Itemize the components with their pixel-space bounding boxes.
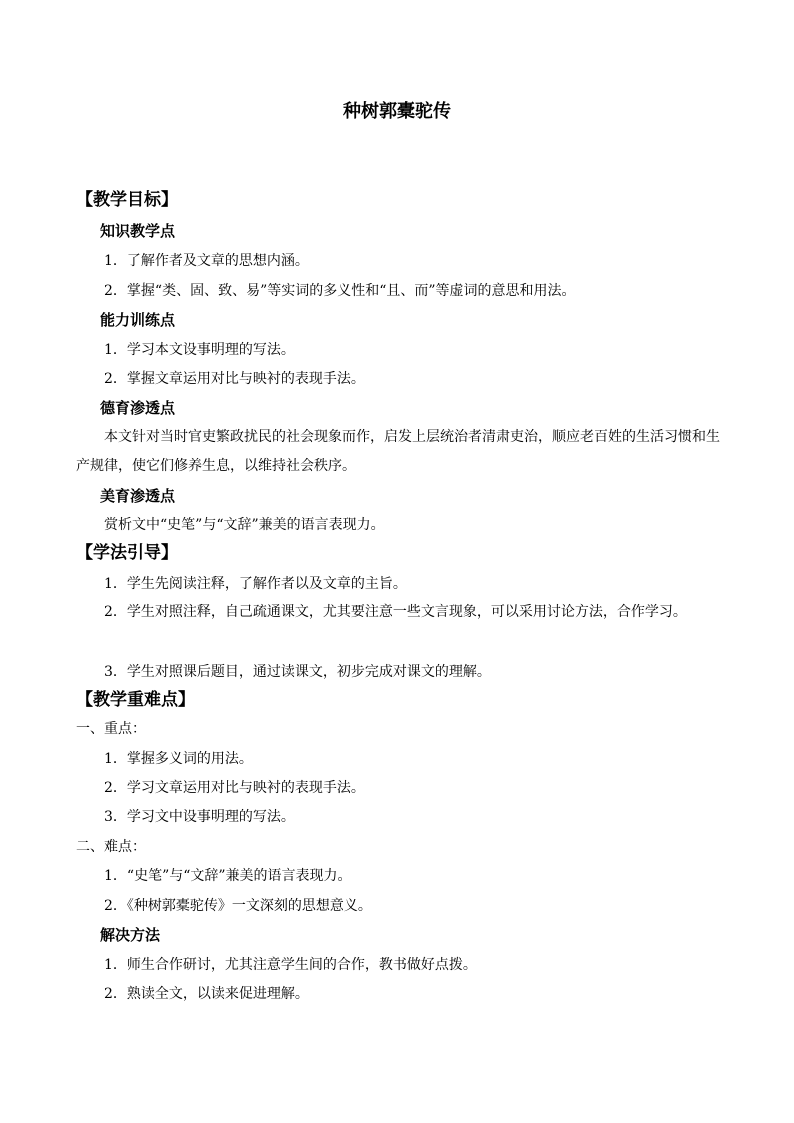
list-item: 3．学生对照课后题目，通过读课文，初步完成对课文的理解。 bbox=[104, 664, 491, 680]
list-item: 2．《种树郭橐驼传》一文深刻的思想意义。 bbox=[104, 898, 372, 914]
heading-key-difficult: 【教学重难点】 bbox=[76, 690, 195, 710]
list-item: 1．掌握多义词的用法。 bbox=[104, 751, 253, 767]
subheading-key: 一、重点： bbox=[76, 721, 146, 737]
list-item: 1．师生合作研讨，尤其注意学生间的合作，教书做好点拨。 bbox=[104, 957, 477, 973]
paragraph-moral: 本文针对当时官吏繁政扰民的社会现象而作，启发上层统治者清肃吏治，顺应老百姓的生活习惯和生产规律，使它们修养生息，以维持社会秩序。 bbox=[76, 429, 720, 474]
subheading-aesthetic: 美育渗透点 bbox=[100, 487, 176, 505]
list-item: 2．掌握文章运用对比与映衬的表现手法。 bbox=[104, 371, 365, 387]
heading-teaching-goals: 【教学目标】 bbox=[76, 190, 178, 210]
list-item: 2．熟读全文，以读来促进理解。 bbox=[104, 986, 309, 1002]
list-item: 3．学习文中设事明理的写法。 bbox=[104, 809, 295, 825]
list-item: 1．了解作者及文章的思想内涵。 bbox=[104, 253, 309, 269]
subheading-difficult: 二、难点： bbox=[76, 839, 146, 855]
subheading-knowledge: 知识教学点 bbox=[100, 222, 176, 240]
paragraph-aesthetic: 赏析文中“史笔”与“文辞”兼美的语言表现力。 bbox=[104, 517, 385, 533]
list-item: 2．学生对照注释，自己疏通课文，尤其要注意一些文言现象，可以采用讨论方法，合作学习。 bbox=[104, 604, 687, 620]
list-item: 1．学习本文设事明理的写法。 bbox=[104, 342, 295, 358]
list-item: 1．“史笔”与“文辞”兼美的语言表现力。 bbox=[104, 868, 352, 884]
subheading-solution: 解决方法 bbox=[100, 926, 161, 944]
subheading-ability: 能力训练点 bbox=[100, 311, 176, 329]
subheading-moral: 德育渗透点 bbox=[100, 399, 176, 417]
list-item: 2．学习文章运用对比与映衬的表现手法。 bbox=[104, 780, 365, 796]
heading-study-method: 【学法引导】 bbox=[76, 543, 178, 563]
list-item: 2．掌握“类、固、致、易”等实词的多义性和“且、而”等虚词的意思和用法。 bbox=[104, 283, 576, 299]
document-title: 种树郭橐驼传 bbox=[343, 101, 451, 122]
list-item: 1．学生先阅读注释，了解作者以及文章的主旨。 bbox=[104, 576, 407, 592]
